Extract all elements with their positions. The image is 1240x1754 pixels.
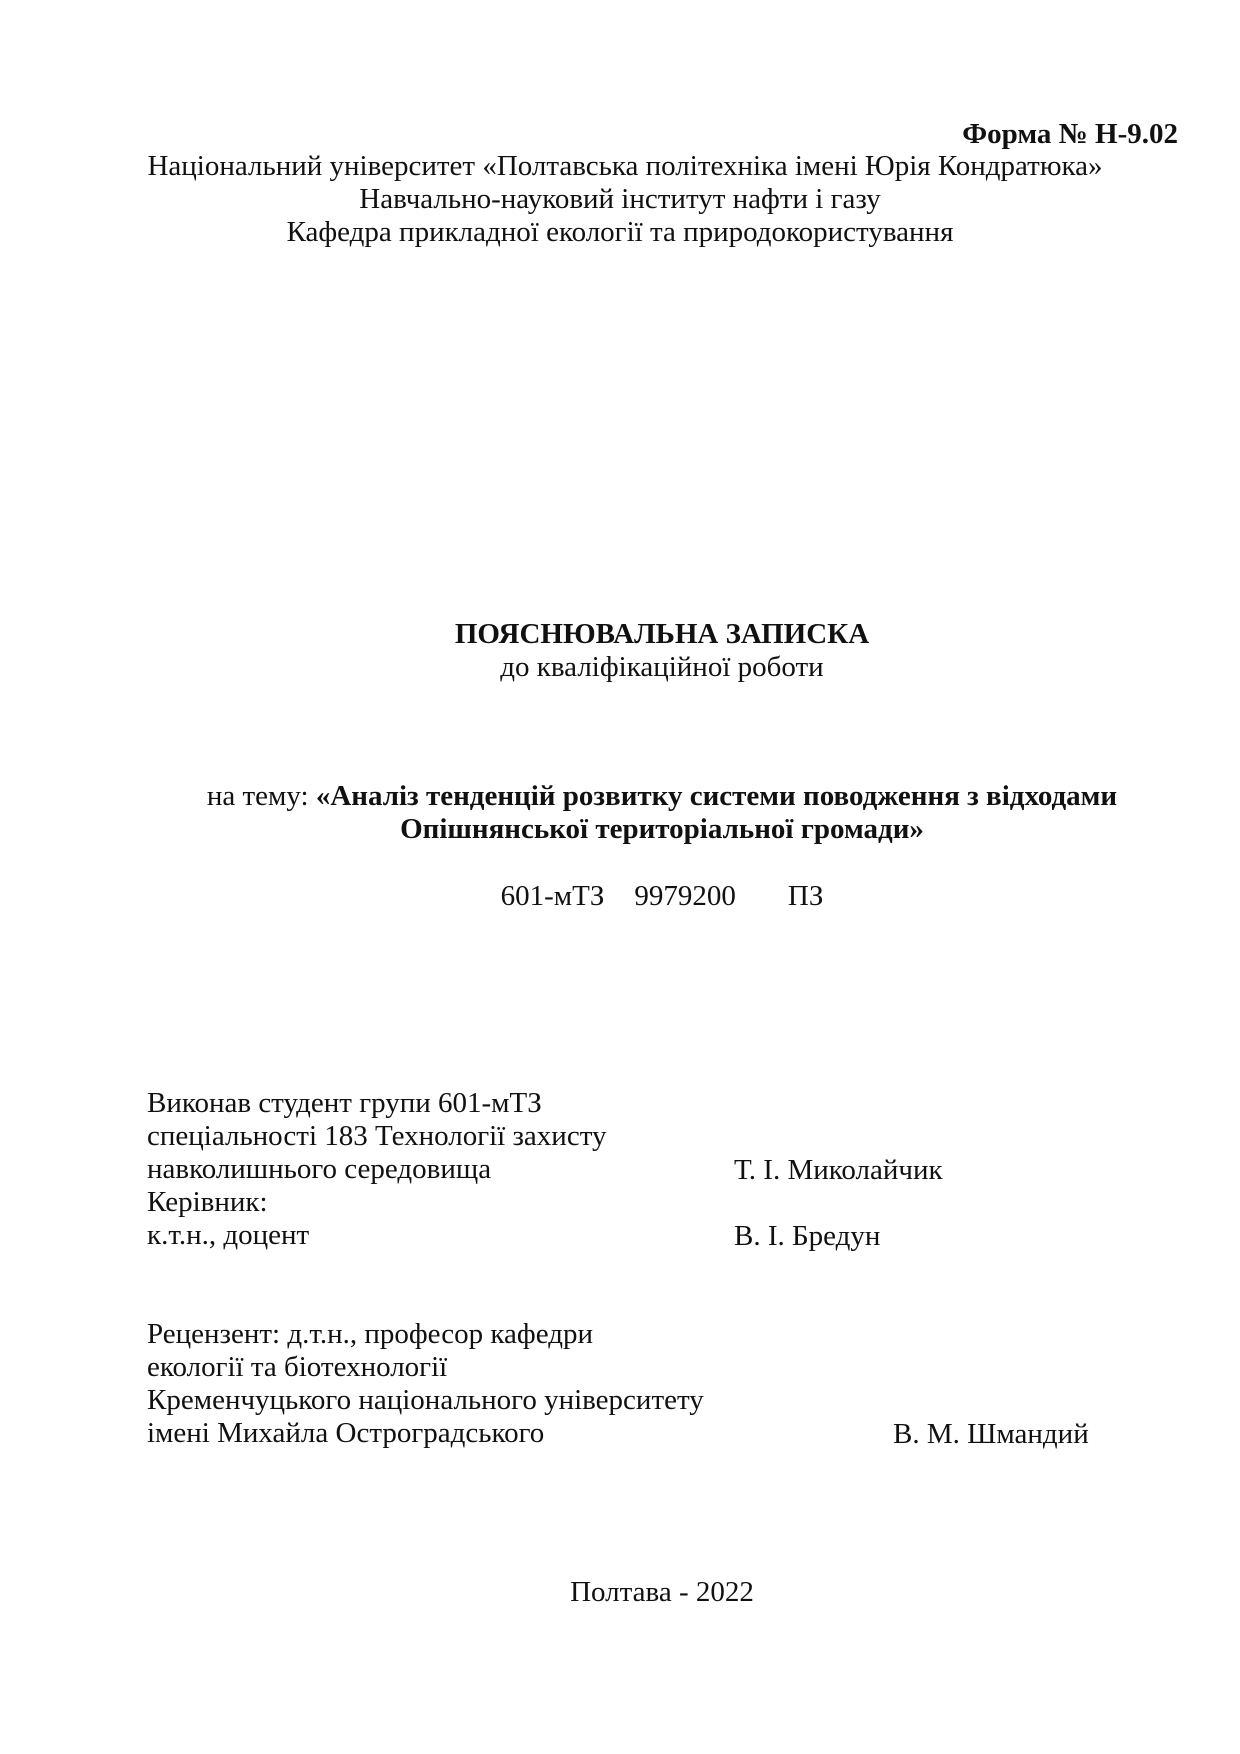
document-title-block — [0, 618, 1240, 684]
student-name: Т. І. Миколайчик — [734, 1154, 943, 1186]
reviewer-block — [147, 1318, 704, 1450]
document-subtitle: до кваліфікаційної роботи — [500, 651, 824, 683]
signature-block — [147, 1087, 606, 1252]
institution-header — [0, 150, 1240, 249]
theme-title-line-2: Опішнянської територіальної громади» — [400, 813, 924, 845]
theme-prefix: на тему: — [206, 780, 316, 812]
signature-line: навколишнього середовища — [147, 1153, 492, 1185]
reviewer-name: В. М. Шмандий — [893, 1418, 1089, 1450]
reviewer-line: екології та біотехнології — [147, 1351, 448, 1383]
signature-line: Керівник: — [147, 1186, 268, 1218]
code-number: 9979200 — [634, 880, 736, 912]
theme-line-1 — [0, 780, 1240, 813]
reviewer-line: Кременчуцького національного університету — [147, 1384, 704, 1416]
document-code — [0, 880, 1240, 913]
signature-line: спеціальності 183 Технології захисту — [147, 1120, 607, 1152]
supervisor-name: В. І. Бредун — [734, 1220, 881, 1252]
department-name: Кафедра прикладної екології та природокористування — [286, 216, 954, 248]
form-number: Форма № Н-9.02 — [962, 118, 1178, 150]
signature-line: Виконав студент групи 601-мТЗ — [147, 1087, 542, 1119]
theme-title-line-1: «Аналіз тенденцій розвитку системи поводження з відходами — [315, 780, 1118, 812]
signature-line: к.т.н., доцент — [147, 1219, 310, 1251]
city-year: Полтава - 2022 — [570, 1576, 754, 1608]
document-title: ПОЯСНЮВАЛЬНА ЗАПИСКА — [454, 618, 870, 650]
code-group: 601-мТЗ — [500, 880, 605, 912]
reviewer-line: імені Михайла Остроградського — [147, 1417, 545, 1449]
institute-name: Навчально-науковий інститут нафти і газу — [359, 183, 881, 215]
reviewer-line: Рецензент: д.т.н., професор кафедри — [147, 1318, 593, 1350]
university-name: Національний університет «Полтавська політехніка імені Юрія Кондратюка» — [147, 150, 1103, 182]
code-type: ПЗ — [787, 880, 824, 912]
theme-block — [0, 780, 1240, 846]
